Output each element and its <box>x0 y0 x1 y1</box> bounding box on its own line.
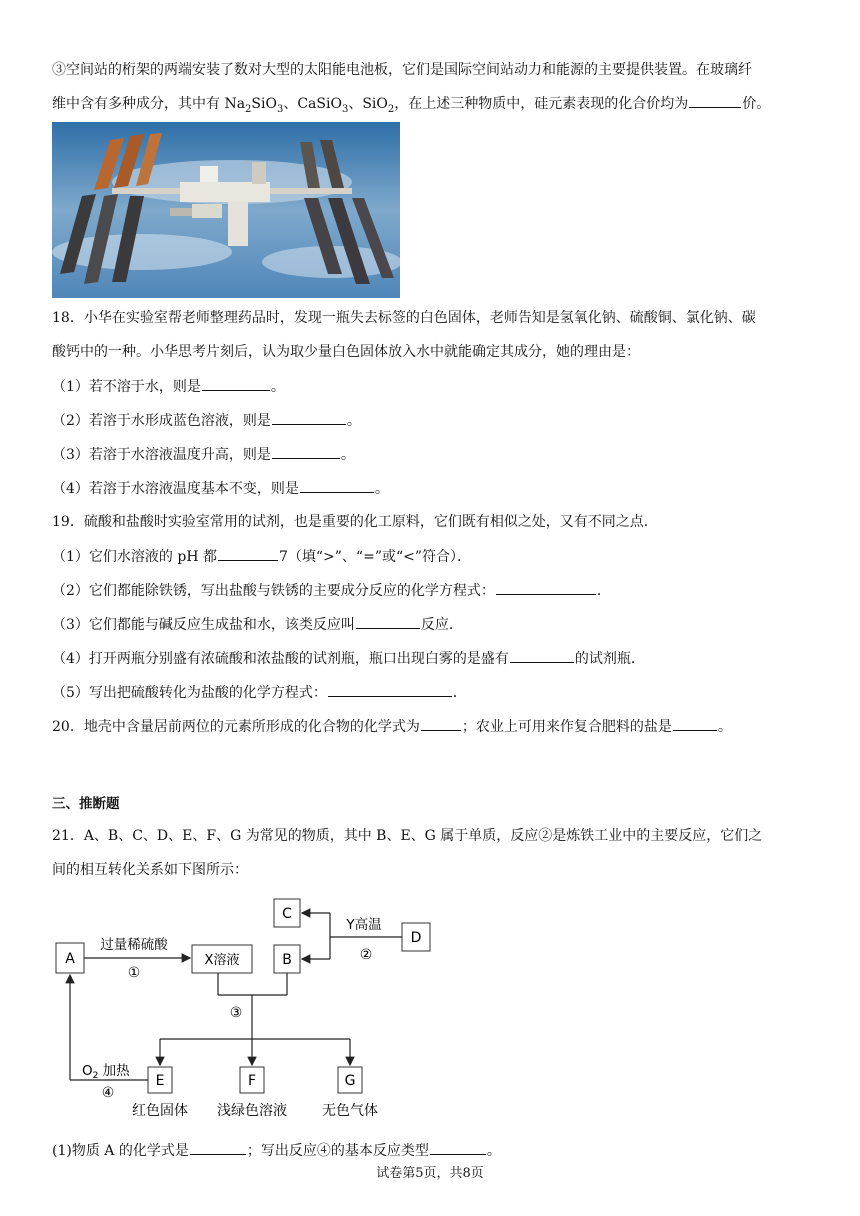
answer-blank[interactable] <box>272 410 346 425</box>
q18-item-4: （4）若溶于水溶液温度基本不变，则是 。 <box>52 478 389 499</box>
label-f: F <box>247 1073 257 1089</box>
label-d: D <box>410 930 422 946</box>
q17-3-line2: 维中含有多种成分，其中有 $Na_2SiO_3$、CaSiO$_3$、SiO$_2$，在上述三种物质中，硅元素表现的化合价均为 价。 <box>52 93 770 120</box>
section-heading: 三、推断题 <box>52 796 120 812</box>
reaction-flow-diagram <box>52 893 442 1125</box>
label-x: X溶液 <box>204 953 240 968</box>
answer-blank[interactable] <box>190 1140 246 1155</box>
r4-number: ④ <box>101 1085 115 1101</box>
label-e: E <box>155 1073 165 1089</box>
answer-blank[interactable] <box>673 716 717 731</box>
q19-item-3: （3）它们都能与碱反应生成盐和水，该类反应叫 反应． <box>52 614 463 635</box>
q19-item-2: （2）它们都能除铁锈，写出盐酸与铁锈的主要成分反应的化学方程式： ． <box>52 580 611 601</box>
answer-blank[interactable] <box>430 1140 486 1155</box>
e-description: 红色固体 <box>132 1103 188 1119</box>
q21-stem-line2: 间的相互转化关系如下图所示： <box>52 862 248 878</box>
r3-number: ③ <box>229 1005 243 1021</box>
answer-blank[interactable] <box>689 93 741 108</box>
answer-blank[interactable] <box>218 546 278 561</box>
q21-stem-line1: 21．A、B、C、D、E、F、G 为常见的物质，其中 B、E、G 属于单质，反应②是炼铁工业中的主要反应，它们之 <box>52 828 763 844</box>
q19-item-5: （5）写出把硫酸转化为盐酸的化学方程式： ． <box>52 682 467 703</box>
page-footer: 试卷第5页，共8页 <box>376 1166 484 1181</box>
q18-stem-line2: 酸钙中的一种。小华思考片刻后，认为取少量白色固体放入水中就能确定其成分，她的理由是： <box>52 344 640 360</box>
r2-number: ② <box>359 947 373 963</box>
answer-blank[interactable] <box>356 614 420 629</box>
answer-blank[interactable] <box>510 648 574 663</box>
label-g: G <box>344 1073 356 1089</box>
label-b: B <box>282 952 292 968</box>
answer-blank[interactable] <box>300 478 374 493</box>
answer-blank[interactable] <box>272 444 340 459</box>
q19-item-1: （1）它们水溶液的 pH 都 7（填“>”、“=”或“<”符合）． <box>52 546 471 567</box>
r1-number: ① <box>127 965 141 981</box>
answer-blank[interactable] <box>496 580 596 595</box>
answer-blank[interactable] <box>328 682 452 697</box>
label-a: A <box>65 951 75 967</box>
label-c: C <box>282 906 292 922</box>
f-description: 浅绿色溶液 <box>217 1103 287 1119</box>
answer-blank[interactable] <box>421 716 461 731</box>
r1-label: 过量稀硫酸 <box>100 937 168 953</box>
g-description: 无色气体 <box>322 1103 378 1119</box>
q18-stem-line1: 18．小华在实验室帮老师整理药品时，发现一瓶失去标签的白色固体，老师告知是氢氧化钠、硫酸铜、氯化钠、碳 <box>52 310 756 326</box>
q20: 20．地壳中含量居前两位的元素所形成的化合物的化学式为 ；农业上可用来作复合肥料的盐是 。 <box>52 716 732 737</box>
q17-3-line1: ③空间站的桁架的两端安装了数对大型的太阳能电池板，它们是国际空间站动力和能源的主要提供装置。在玻璃纤 <box>52 62 752 78</box>
q18-item-1: （1）若不溶于水，则是 。 <box>52 376 285 397</box>
r4-label: $O_2$ 加热 <box>82 1063 130 1081</box>
q18-item-3: （3）若溶于水溶液温度升高，则是 。 <box>52 444 355 465</box>
answer-blank[interactable] <box>202 376 270 391</box>
space-station-photo <box>52 122 400 298</box>
q19-stem: 19．硫酸和盐酸时实验室常用的试剂，也是重要的化工原料，它们既有相似之处，又有不同之点． <box>52 514 658 530</box>
q21-sub-1: (1)物质 A 的化学式是 ；写出反应④的基本反应类型 。 <box>52 1140 501 1161</box>
q19-item-4: （4）打开两瓶分别盛有浓硫酸和浓盐酸的试剂瓶，瓶口出现白雾的是盛有 的试剂瓶． <box>52 648 645 669</box>
q18-item-2: （2）若溶于水形成蓝色溶液，则是 。 <box>52 410 361 431</box>
r2-label: Y高温 <box>346 917 382 933</box>
